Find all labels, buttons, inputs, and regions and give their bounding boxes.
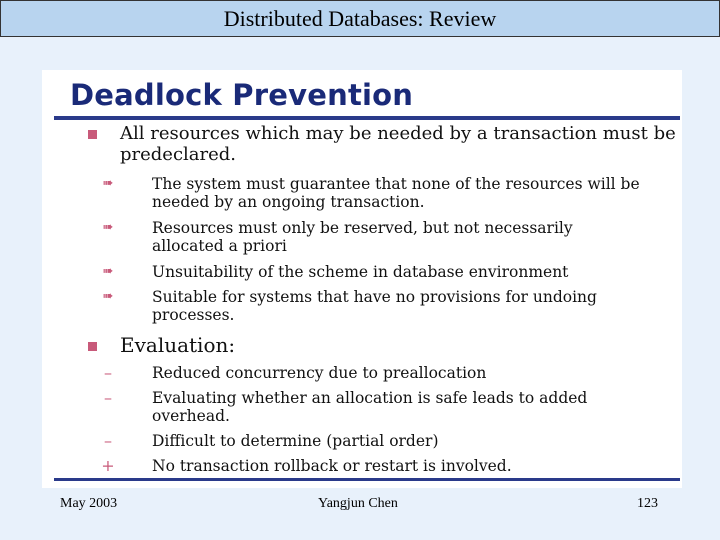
square-bullet-icon — [88, 130, 97, 139]
sub-item-text: Suitable for systems that have no provisions for undoing processes. — [152, 288, 597, 324]
bottom-rule — [54, 478, 680, 481]
title-rule — [54, 116, 680, 120]
arrow-bullet-icon: ➠ — [102, 264, 114, 279]
sub-item-text: Difficult to determine (partial order) — [152, 432, 439, 450]
slide-header — [0, 0, 720, 37]
sub-item-text: Evaluating whether an allocation is safe leads to added overhead. — [152, 389, 588, 425]
arrow-bullet-icon: ➠ — [102, 220, 114, 235]
dash-bullet-icon: – — [104, 363, 112, 382]
header-title: Distributed Databases: Review — [223, 6, 497, 31]
slide-content-image — [42, 70, 682, 488]
bullet-2-text: Evaluation: — [120, 333, 236, 357]
sub-item-text: The system must guarantee that none of the resources will be needed by an ongoing transaction. — [152, 175, 640, 211]
slide-title: Deadlock Prevention — [70, 78, 414, 112]
plus-bullet-icon: + — [101, 456, 115, 475]
footer-date: May 2003 — [60, 496, 118, 511]
sub-item-text: No transaction rollback or restart is involved. — [152, 457, 512, 475]
dash-bullet-icon: – — [104, 431, 112, 450]
sub-item-text: Unsuitability of the scheme in database environment — [152, 263, 569, 281]
sub-item-text: Resources must only be reserved, but not necessarily allocated a priori — [152, 219, 573, 255]
square-bullet-icon — [88, 342, 97, 351]
footer-page-number: 123 — [637, 496, 658, 511]
bullet-1-text: All resources which may be needed by a transaction must be predeclared. — [120, 123, 676, 165]
footer-author: Yangjun Chen — [318, 496, 398, 511]
dash-bullet-icon: – — [104, 388, 112, 407]
arrow-bullet-icon: ➠ — [102, 289, 114, 304]
sub-item-text: Reduced concurrency due to preallocation — [152, 364, 487, 382]
arrow-bullet-icon: ➠ — [102, 176, 114, 191]
